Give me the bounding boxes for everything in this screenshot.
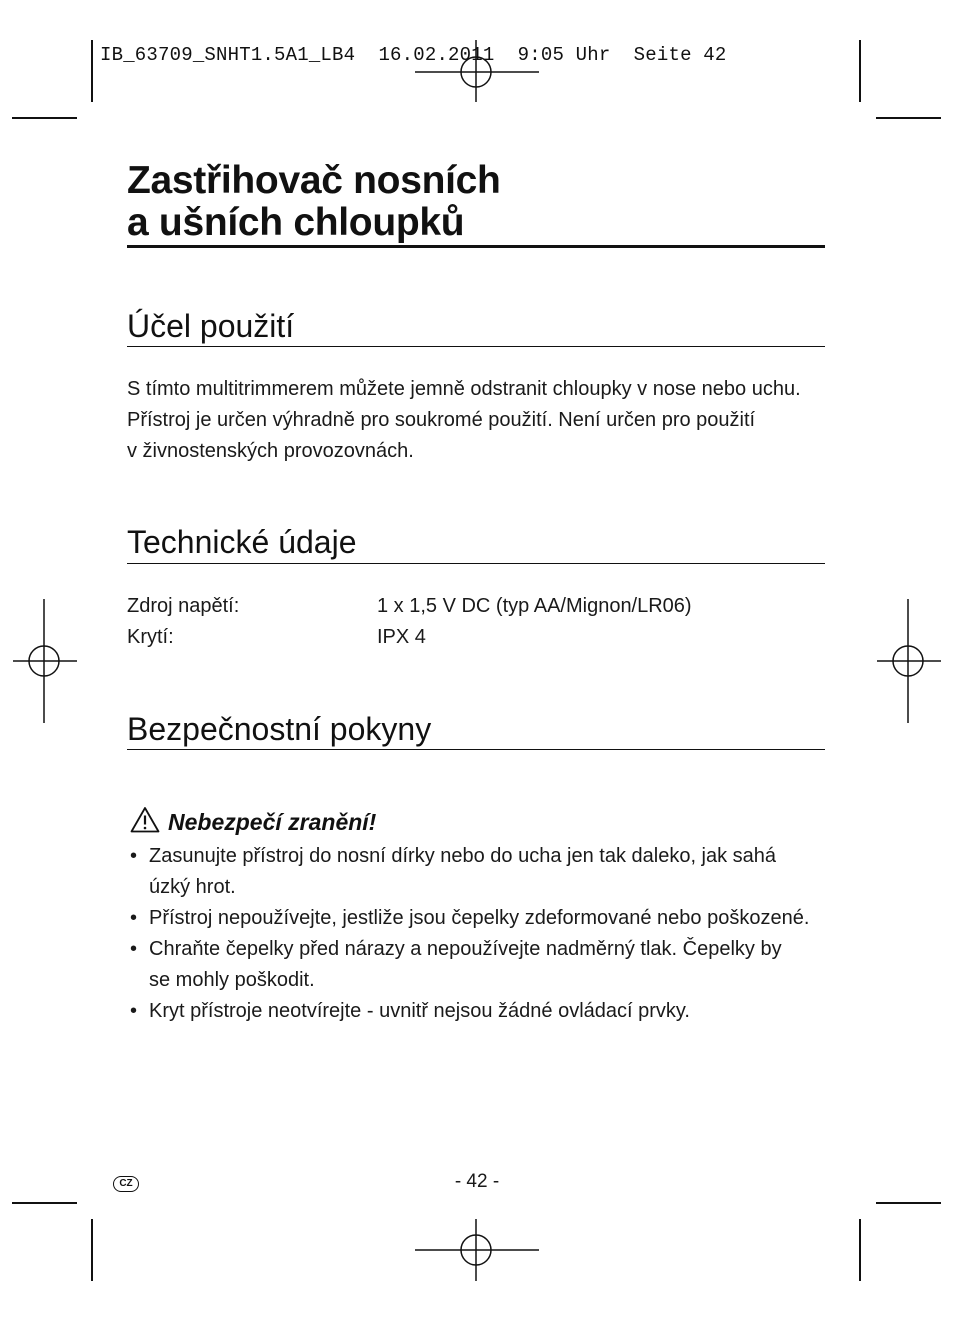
registration-mark-left-icon	[13, 599, 77, 723]
warning-label: Nebezpečí zranění!	[168, 809, 377, 835]
spec-value: 1 x 1,5 V DC (typ AA/Mignon/LR06)	[377, 595, 692, 617]
list-item-line: se mohly poškodit.	[149, 969, 315, 991]
title-line-2: a ušních chloupků	[127, 201, 465, 244]
safety-rule	[127, 749, 825, 750]
registration-mark-top-icon	[415, 40, 539, 102]
list-item	[128, 841, 828, 903]
list-item-line: • Přístroj nepoužívejte, jestliže jsou čepelky zdeformované nebo poškozené.	[149, 907, 810, 929]
safety-list	[128, 841, 828, 1027]
spec-value: IPX 4	[377, 626, 426, 648]
list-item-line: • Kryt přístroje neotvírejte - uvnitř nejsou žádné ovládací prvky.	[149, 1000, 690, 1022]
print-slug: IB_63709_SNHT1.5A1_LB4 16.02.2011 9:05 Uhr Seite 42	[100, 44, 727, 66]
title-rule	[127, 245, 825, 248]
safety-heading: Bezpečnostní pokyny	[127, 711, 432, 747]
page-number: - 42 -	[454, 1171, 500, 1192]
list-item	[128, 996, 828, 1027]
list-item-line: • Chraňte čepelky před nárazy a nepoužívejte nadměrný tlak. Čepelky by	[149, 938, 782, 960]
registration-mark-bottom-icon	[415, 1219, 539, 1281]
registration-mark-right-icon	[877, 599, 941, 723]
purpose-rule	[127, 346, 825, 347]
list-item-line: • Zasunujte přístroj do nosní dírky nebo do ucha jen tak daleko, jak sahá	[149, 845, 777, 867]
title-line-1: Zastřihovač nosních	[127, 159, 501, 202]
purpose-line: v živnostenských provozovnách.	[127, 440, 414, 462]
purpose-line: Přístroj je určen výhradně pro soukromé použití. Není určen pro použití	[127, 409, 756, 431]
spec-label: Krytí:	[127, 626, 174, 648]
technical-rule	[127, 563, 825, 564]
purpose-paragraph	[127, 374, 827, 467]
page-title	[127, 160, 501, 244]
warning-title	[130, 806, 376, 839]
list-item	[128, 903, 828, 934]
warning-triangle-icon	[130, 806, 160, 839]
list-item	[128, 934, 828, 996]
purpose-line: S tímto multitrimmerem můžete jemně odstranit chloupky v nose nebo uchu.	[127, 378, 801, 400]
purpose-heading: Účel použití	[127, 308, 295, 344]
list-item-line: úzký hrot.	[149, 876, 236, 898]
technical-heading: Technické údaje	[127, 524, 357, 560]
spec-label: Zdroj napětí:	[127, 595, 240, 617]
country-badge: CZ	[113, 1176, 139, 1192]
